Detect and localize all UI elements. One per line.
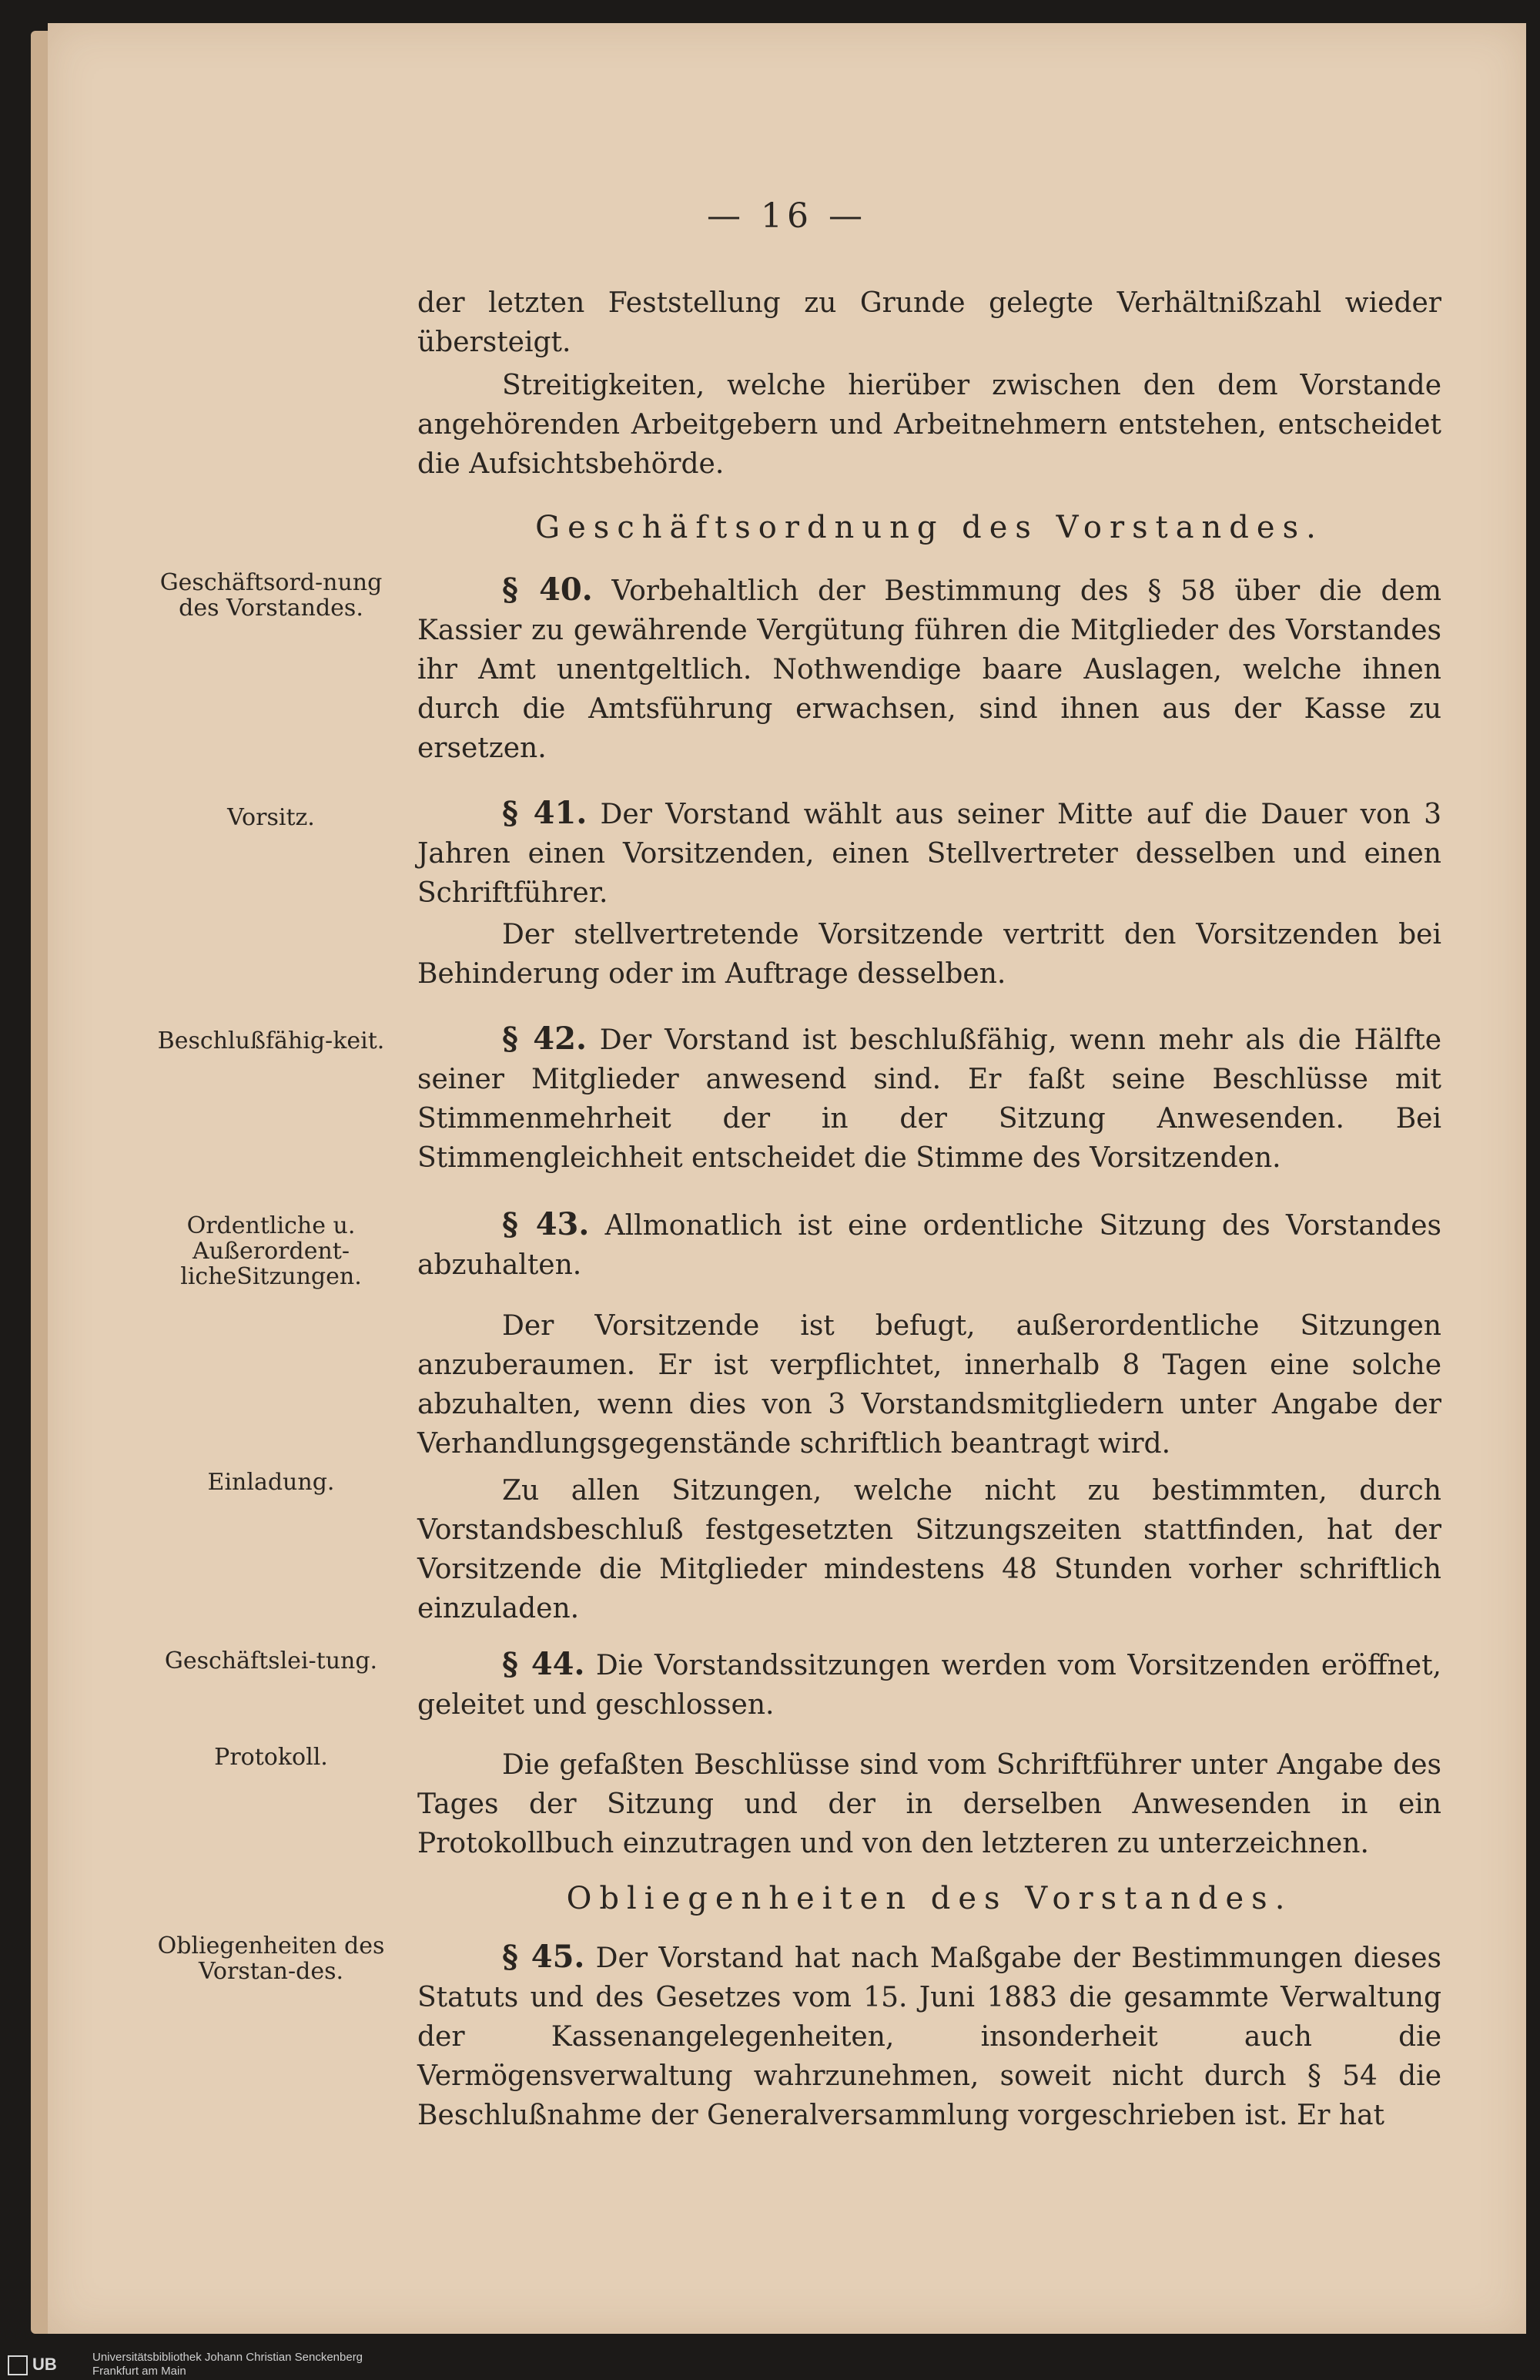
section-number-43: § 43. (502, 1206, 590, 1242)
margin-note-duties: Obliegenheiten des Vorstan-des. (157, 1932, 385, 1985)
paragraph-disputes: Streitigkeiten, welche hierüber zwischen den dem Vorstande angehörenden Arbeitgebern und Arbeitnehmern entstehen, entscheidet die Aufsichtsbehörde. (417, 370, 1441, 480)
library-footer-bar (0, 2349, 1540, 2380)
margin-note-chair: Vorsitz. (227, 804, 315, 831)
section-heading-duties: Obliegenheiten des Vorstandes. (566, 1881, 1293, 1916)
paragraph-s40 (417, 570, 1441, 768)
margin-note-management: Geschäftslei-tung. (164, 1648, 378, 1674)
section-number-44: § 44. (502, 1646, 585, 1682)
paragraph-continuation: der letzten Feststellung zu Grunde gelegte Verhältnißzahl wieder übersteigt. (417, 287, 1441, 358)
section-text-45: Der Vorstand hat nach Maßgabe der Bestimmungen dieses Statuts und des Gesetzes vom 15. Juni 1883 die gesammte Verwaltung der Kassenangelegenheiten, insonderheit auch die Vermögensverwaltung wahrzunehmen, soweit nicht durch § 54 die Beschlußnahme der Generalversammlung vorgeschrieben ist. Er hat (417, 1943, 1441, 2131)
section-number-41: § 41. (502, 795, 588, 831)
paragraph-s44-protocol: Die gefaßten Beschlüsse sind vom Schriftführer unter Angabe des Tages der Sitzung und der in derselben Anwesenden in ein Protokollbuch einzutragen und von den letzteren zu unterzeichnen. (417, 1749, 1441, 1859)
paragraph-s44 (417, 1644, 1441, 1725)
paragraph-s42 (417, 1019, 1441, 1178)
paragraph-s41 (417, 793, 1441, 913)
library-name: Universitätsbibliothek Johann Christian Senckenberg (92, 2351, 363, 2364)
section-heading-rules: Geschäftsordnung des Vorstandes. (535, 510, 1324, 545)
library-logo (8, 2354, 72, 2375)
page-number: — 16 — (707, 196, 867, 236)
section-number-42: § 42. (502, 1021, 587, 1057)
margin-note-protocol: Protokoll. (214, 1744, 328, 1771)
section-number-40: § 40. (502, 572, 593, 608)
paragraph-s45 (417, 1937, 1441, 2135)
logo-box-icon (8, 2355, 28, 2375)
margin-note-rules: Geschäftsord-nung des Vorstandes. (159, 569, 383, 622)
section-text-40: Vorbehaltlich der Bestimmung des § 58 über die dem Kassier zu gewährende Vergütung führen die Mitglieder des Vorstandes ihr Amt unentgeltlich. Nothwendige baare Auslagen, welche ihnen durch die Amtsführung erwachsen, sind ihnen aus der Kasse zu ersetzen. (417, 575, 1441, 764)
document-page (48, 23, 1526, 2334)
margin-note-invitation: Einladung. (207, 1469, 335, 1496)
library-logo-text: UB (32, 2355, 57, 2374)
section-text-41: Der Vorstand wählt aus seiner Mitte auf die Dauer von 3 Jahren einen Vorsitzenden, einen Stellvertreter desselben und einen Schriftführer. (417, 799, 1441, 909)
section-text-44: Die Vorstandssitzungen werden vom Vorsitzenden eröffnet, geleitet und geschlossen. (417, 1650, 1441, 1721)
paragraph-s43-extraordinary: Der Vorsitzende ist befugt, außerordentliche Sitzungen anzuberaumen. Er ist verpflichtet, innerhalb 8 Tagen eine solche abzuhalten, wenn dies von 3 Vorstandsmitgliedern unter Angabe der Verhandlungsgegenstände schriftlich beantragt wird. (417, 1310, 1441, 1460)
paragraph-s43-invitation: Zu allen Sitzungen, welche nicht zu bestimmten, durch Vorstandsbeschluß festgesetzten Sitzungszeiten stattfinden, hat der Vorsitzende die Mitglieder mindestens 48 Stunden vorher schriftlich einzuladen. (417, 1475, 1441, 1624)
section-number-45: § 45. (502, 1939, 585, 1975)
margin-note-meetings: Ordentliche u. Außerordent-licheSitzungen. (180, 1212, 362, 1290)
section-text-43: Allmonatlich ist eine ordentliche Sitzung des Vorstandes abzuhalten. (417, 1210, 1441, 1281)
margin-note-quorum: Beschlußfähig-keit. (157, 1027, 385, 1054)
paragraph-s41-deputy: Der stellvertretende Vorsitzende vertritt den Vorsitzenden bei Behinderung oder im Auftrage desselben. (417, 919, 1441, 990)
section-text-42: Der Vorstand ist beschlußfähig, wenn mehr als die Hälfte seiner Mitglieder anwesend sind. Er faßt seine Beschlüsse mit Stimmenmehrheit der in der Sitzung Anwesenden. Bei Stimmengleichheit entscheidet die Stimme des Vorsitzenden. (417, 1024, 1441, 1174)
paragraph-s43 (417, 1205, 1441, 1285)
library-location: Frankfurt am Main (92, 2365, 186, 2378)
library-credit (92, 2351, 363, 2378)
